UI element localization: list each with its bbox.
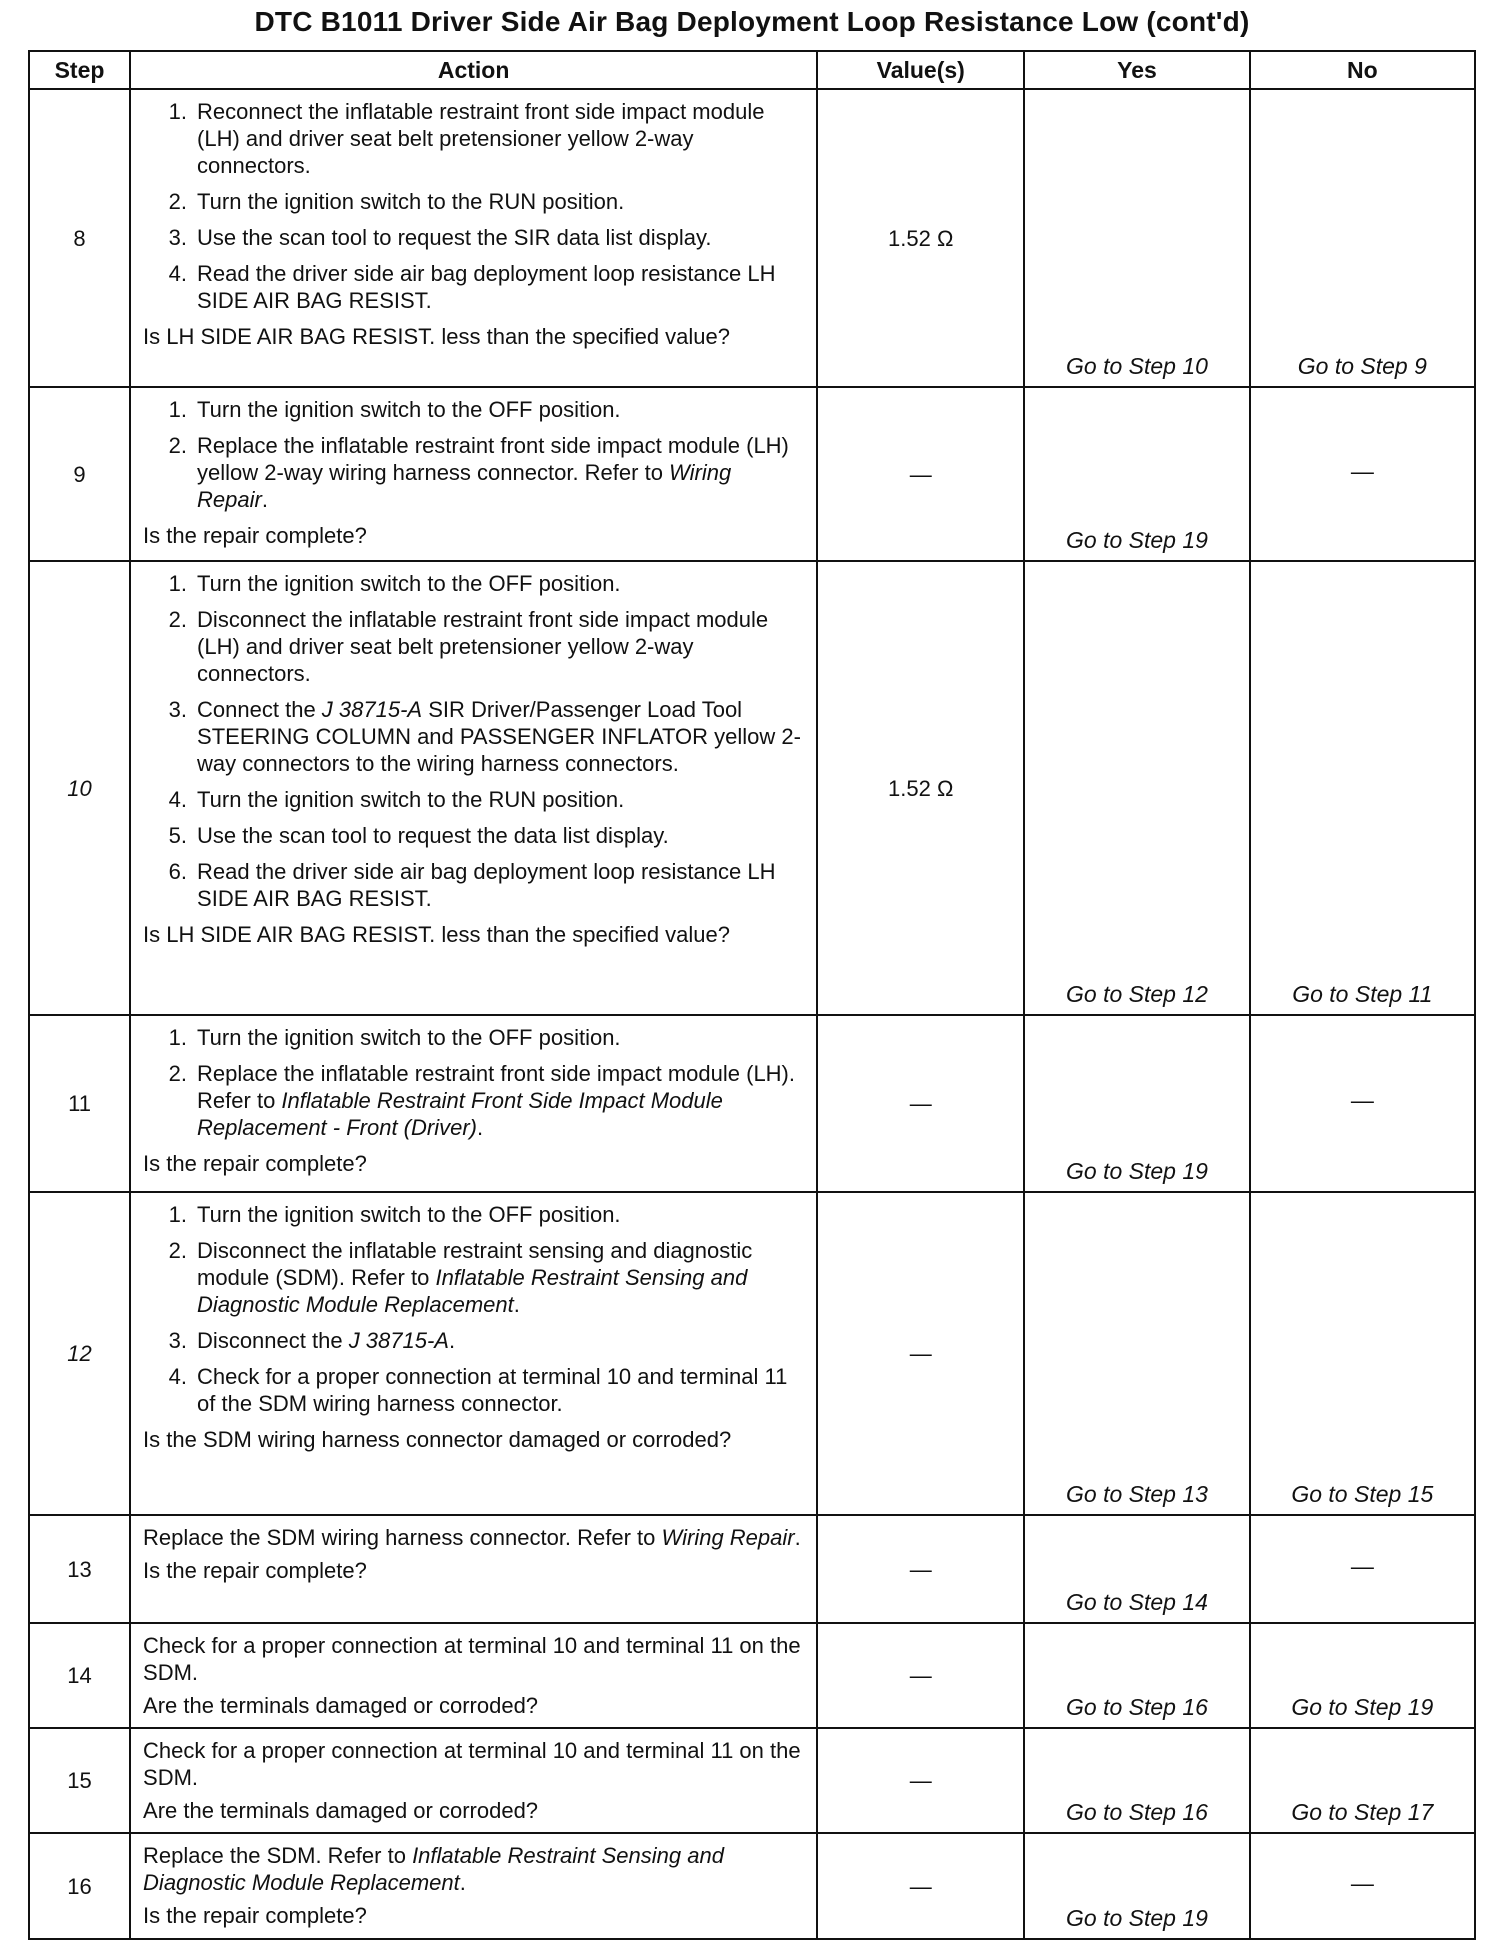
action-text: Check for a proper connection at terminal 10 and terminal 11 on the SDM.	[143, 1633, 801, 1685]
table-header-row	[29, 51, 1475, 89]
yes-link[interactable]: Go to Step 13	[1024, 1192, 1249, 1515]
action-list	[143, 1024, 806, 1141]
list-item: 4. Turn the ignition switch to the RUN position.	[193, 786, 806, 813]
table-row	[29, 1515, 1475, 1623]
question-text: Is the repair complete?	[143, 1151, 367, 1176]
table-row	[29, 89, 1475, 387]
action-text: Replace the SDM. Refer to Inflatable Restraint Sensing and Diagnostic Module Replacement.	[143, 1843, 724, 1895]
table-row	[29, 1728, 1475, 1833]
value-cell: —	[817, 1515, 1024, 1623]
table-row	[29, 1015, 1475, 1192]
list-item: 3. Connect the J 38715-A SIR Driver/Passenger Load Tool STEERING COLUMN and PASSENGER INFLATOR yellow 2-way connectors to the wiring harness connectors.	[193, 696, 806, 777]
yes-link[interactable]: Go to Step 10	[1024, 89, 1249, 387]
step-number: 16	[29, 1833, 130, 1939]
step-number: 15	[29, 1728, 130, 1833]
list-item: 3. Disconnect the J 38715-A.	[193, 1327, 806, 1354]
value-cell: —	[817, 1833, 1024, 1939]
no-link[interactable]: Go to Step 15	[1250, 1192, 1475, 1515]
no-dash: —	[1250, 1515, 1475, 1623]
list-item: 1. Turn the ignition switch to the OFF position.	[193, 570, 806, 597]
action-list	[143, 570, 806, 912]
action-cell	[130, 1728, 817, 1833]
action-cell	[130, 1833, 817, 1939]
header-action: Action	[130, 51, 817, 89]
list-item: 3. Use the scan tool to request the SIR data list display.	[193, 224, 806, 251]
value-cell: 1.52 Ω	[817, 561, 1024, 1015]
value-cell: —	[817, 1728, 1024, 1833]
yes-link[interactable]: Go to Step 19	[1024, 1833, 1249, 1939]
page-title: DTC B1011 Driver Side Air Bag Deployment Loop Resistance Low (cont'd)	[254, 6, 1250, 37]
question-text: Are the terminals damaged or corroded?	[143, 1798, 539, 1823]
question-text: Is LH SIDE AIR BAG RESIST. less than the specified value?	[143, 324, 730, 349]
no-link[interactable]: Go to Step 11	[1250, 561, 1475, 1015]
value-cell: —	[817, 1015, 1024, 1192]
list-item: 4. Read the driver side air bag deployment loop resistance LH SIDE AIR BAG RESIST.	[193, 260, 806, 314]
header-yes: Yes	[1024, 51, 1249, 89]
yes-link[interactable]: Go to Step 19	[1024, 387, 1249, 561]
value-cell: —	[817, 387, 1024, 561]
action-list	[143, 396, 806, 513]
yes-link[interactable]: Go to Step 16	[1024, 1623, 1249, 1728]
question-text: Is the repair complete?	[143, 523, 367, 548]
value-cell: 1.52 Ω	[817, 89, 1024, 387]
action-text: Check for a proper connection at terminal 10 and terminal 11 on the SDM.	[143, 1738, 801, 1790]
step-number: 10	[29, 561, 130, 1015]
action-cell	[130, 561, 817, 1015]
list-item: 2. Disconnect the inflatable restraint sensing and diagnostic module (SDM). Refer to Inflatable Restraint Sensing and Diagnostic Module Replacement.	[193, 1237, 806, 1318]
step-number: 9	[29, 387, 130, 561]
value-cell: —	[817, 1192, 1024, 1515]
list-item: 2. Disconnect the inflatable restraint front side impact module (LH) and driver seat belt pretensioner yellow 2-way connectors.	[193, 606, 806, 687]
list-item: 6. Read the driver side air bag deployment loop resistance LH SIDE AIR BAG RESIST.	[193, 858, 806, 912]
yes-link[interactable]: Go to Step 16	[1024, 1728, 1249, 1833]
action-cell	[130, 1515, 817, 1623]
no-link[interactable]: Go to Step 17	[1250, 1728, 1475, 1833]
action-cell	[130, 1623, 817, 1728]
header-no: No	[1250, 51, 1475, 89]
action-cell	[130, 1192, 817, 1515]
list-item: 2. Turn the ignition switch to the RUN position.	[193, 188, 806, 215]
table-row	[29, 387, 1475, 561]
table-row	[29, 1192, 1475, 1515]
no-dash: —	[1250, 1833, 1475, 1939]
question-text: Are the terminals damaged or corroded?	[143, 1693, 539, 1718]
no-dash: —	[1250, 1015, 1475, 1192]
question-text: Is LH SIDE AIR BAG RESIST. less than the specified value?	[143, 922, 730, 947]
list-item: 1. Turn the ignition switch to the OFF position.	[193, 1201, 806, 1228]
action-cell	[130, 387, 817, 561]
table-row	[29, 1623, 1475, 1728]
action-cell	[130, 89, 817, 387]
value-cell: —	[817, 1623, 1024, 1728]
list-item: 1. Turn the ignition switch to the OFF position.	[193, 396, 806, 423]
step-number: 11	[29, 1015, 130, 1192]
no-link[interactable]: Go to Step 19	[1250, 1623, 1475, 1728]
header-values: Value(s)	[817, 51, 1024, 89]
step-number: 12	[29, 1192, 130, 1515]
action-text: Replace the SDM wiring harness connector. Refer to Wiring Repair.	[143, 1525, 801, 1550]
diagnostic-table	[28, 50, 1476, 1940]
table-row	[29, 561, 1475, 1015]
yes-link[interactable]: Go to Step 12	[1024, 561, 1249, 1015]
list-item: 2. Replace the inflatable restraint front side impact module (LH) yellow 2-way wiring harness connector. Refer to Wiring Repair.	[193, 432, 806, 513]
step-number: 8	[29, 89, 130, 387]
header-step: Step	[29, 51, 130, 89]
question-text: Is the SDM wiring harness connector damaged or corroded?	[143, 1427, 732, 1452]
list-item: 4. Check for a proper connection at terminal 10 and terminal 11 of the SDM wiring harness connector.	[193, 1363, 806, 1417]
step-number: 13	[29, 1515, 130, 1623]
list-item: 5. Use the scan tool to request the data list display.	[193, 822, 806, 849]
step-number: 14	[29, 1623, 130, 1728]
no-dash: —	[1250, 387, 1475, 561]
action-cell	[130, 1015, 817, 1192]
action-list	[143, 98, 806, 314]
question-text: Is the repair complete?	[143, 1903, 367, 1928]
yes-link[interactable]: Go to Step 19	[1024, 1015, 1249, 1192]
list-item: 1. Turn the ignition switch to the OFF position.	[193, 1024, 806, 1051]
no-link[interactable]: Go to Step 9	[1250, 89, 1475, 387]
question-text: Is the repair complete?	[143, 1558, 367, 1583]
action-list	[143, 1201, 806, 1417]
list-item: 1. Reconnect the inflatable restraint front side impact module (LH) and driver seat belt pretensioner yellow 2-way connectors.	[193, 98, 806, 179]
yes-link[interactable]: Go to Step 14	[1024, 1515, 1249, 1623]
table-row	[29, 1833, 1475, 1939]
list-item: 2. Replace the inflatable restraint front side impact module (LH). Refer to Inflatable Restraint Front Side Impact Module Replacement - Front (Driver).	[193, 1060, 806, 1141]
